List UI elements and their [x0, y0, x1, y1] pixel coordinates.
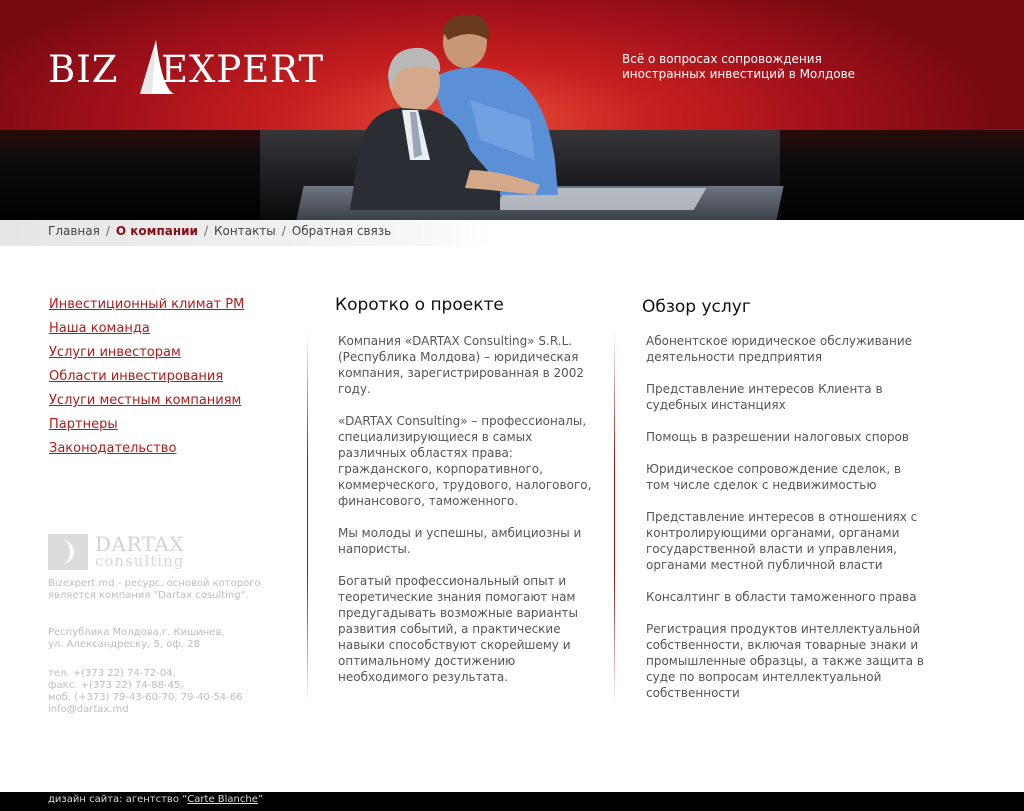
about-paragraph: Компания «DARTAX Consulting» S.R.L. (Республика Молдова) – юридическая компания, зарегистрированная в 2002 году. — [338, 334, 585, 396]
header-tagline — [622, 52, 922, 82]
menu-item-our-team[interactable]: Наша команда — [49, 321, 150, 336]
about-line-1: Bizexpert.md - ресурс, основой которого — [48, 578, 261, 589]
breadcrumb-separator: / — [105, 224, 110, 238]
service-item: Помощь в разрешении налоговых споров — [646, 430, 909, 444]
services-list — [646, 333, 926, 717]
column-divider — [307, 330, 308, 705]
service-item: Представление интересов Клиента в судебных инстанциях — [646, 382, 883, 412]
about-paragraph: Богатый профессиональный опыт и теоретические знания помогают нам предугадывать возможные варианты развития событий, а практические навыки способствуют скорейшему и оптимальному достижению необходимого результата. — [338, 574, 578, 684]
header-businessmen-photo — [330, 10, 590, 220]
address-line-2: ул. Александреску, 5, оф. 28 — [48, 639, 200, 650]
menu-item-partners[interactable]: Партнеры — [49, 417, 118, 432]
service-item: Абонентское юридическое обслуживание деятельности предприятия — [646, 334, 913, 364]
breadcrumb-items — [48, 224, 391, 238]
menu-item-investor-services[interactable]: Услуги инвесторам — [49, 345, 181, 360]
about-paragraph: «DARTAX Consulting» – профессионалы, специализирующиеся в самых различных областях права: гражданского, корпоративного, коммерческого, трудового, налогового, финансового, таможенного. — [338, 414, 592, 508]
bizexpert-logo[interactable] — [48, 38, 348, 98]
dartax-contacts — [48, 668, 298, 716]
tagline-line-2: иностранных инвестиций в Молдове — [622, 67, 856, 81]
service-item: Представление интересов в отношениях с контролирующими органами, органами государственной власти и управления, органами местной публичной власти — [646, 510, 918, 572]
about-line-2: является компания "Dartax cosulting". — [48, 590, 249, 601]
footer-suffix: ” — [257, 794, 264, 805]
menu-item-legislation[interactable]: Законодательство — [49, 441, 177, 456]
service-item: Консалтинг в области таможенного права — [646, 590, 917, 604]
menu-item-investment-climate[interactable]: Инвестиционный климат РМ — [49, 297, 245, 312]
contact-fax: факс. +(373 22) 74-88-45, — [48, 680, 184, 691]
dartax-name: DARTAX — [95, 532, 185, 556]
about-paragraph: Мы молоды и успешны, амбициозны и напористы. — [338, 526, 582, 556]
contact-mobile: моб. (+373) 79-43-60-70, 79-40-54-66 — [48, 692, 243, 703]
sidebar-menu — [49, 297, 289, 465]
dartax-logo[interactable] — [48, 532, 248, 572]
nav-link-contacts[interactable]: Контакты — [214, 224, 276, 238]
menu-item-investment-areas[interactable]: Области инвестирования — [49, 369, 224, 384]
column-divider — [614, 330, 615, 705]
address-line-1: Республика Молдова,г. Кишинев, — [48, 627, 225, 638]
service-item: Юридическое сопровождение сделок, в том числе сделок с недвижимостью — [646, 462, 902, 492]
nav-link-about[interactable]: О компании — [115, 224, 198, 238]
services-title: Обзор услуг — [642, 297, 751, 317]
contact-phone: тел. +(373 22) 74-72-04, — [48, 668, 176, 679]
about-text — [338, 333, 604, 701]
nav-link-home[interactable]: Главная — [48, 224, 100, 238]
footer-credits — [48, 794, 263, 805]
contact-email[interactable]: info@dartax.md — [48, 704, 129, 715]
tagline-line-1: Всё о вопросах сопровождения — [622, 52, 822, 66]
nav-link-feedback[interactable]: Обратная связь — [291, 224, 392, 238]
footer-agency-link[interactable]: Carte Blanche — [187, 794, 258, 805]
site-footer — [0, 792, 1024, 811]
dartax-address — [48, 627, 298, 651]
breadcrumb-separator: / — [203, 224, 209, 238]
dartax-about — [48, 578, 298, 602]
breadcrumb — [0, 220, 1024, 246]
footer-prefix: дизайн сайта: агентство “ — [48, 794, 188, 805]
logo-text-biz: BIZ — [48, 48, 119, 91]
menu-item-local-company-services[interactable]: Услуги местным компаниям — [49, 393, 242, 408]
dartax-emblem-icon — [48, 532, 90, 572]
about-title: Коротко о проекте — [335, 295, 504, 315]
logo-text-expert: EXPERT — [161, 48, 325, 91]
site-header — [0, 0, 1024, 220]
breadcrumb-separator: / — [281, 224, 286, 238]
dartax-subtitle: consulting — [95, 552, 185, 570]
service-item: Регистрация продуктов интеллектуальной собственности, включая товарные знаки и промышленные образцы, а также защита в суде по вопросам интеллектуальной собственности — [646, 622, 924, 700]
